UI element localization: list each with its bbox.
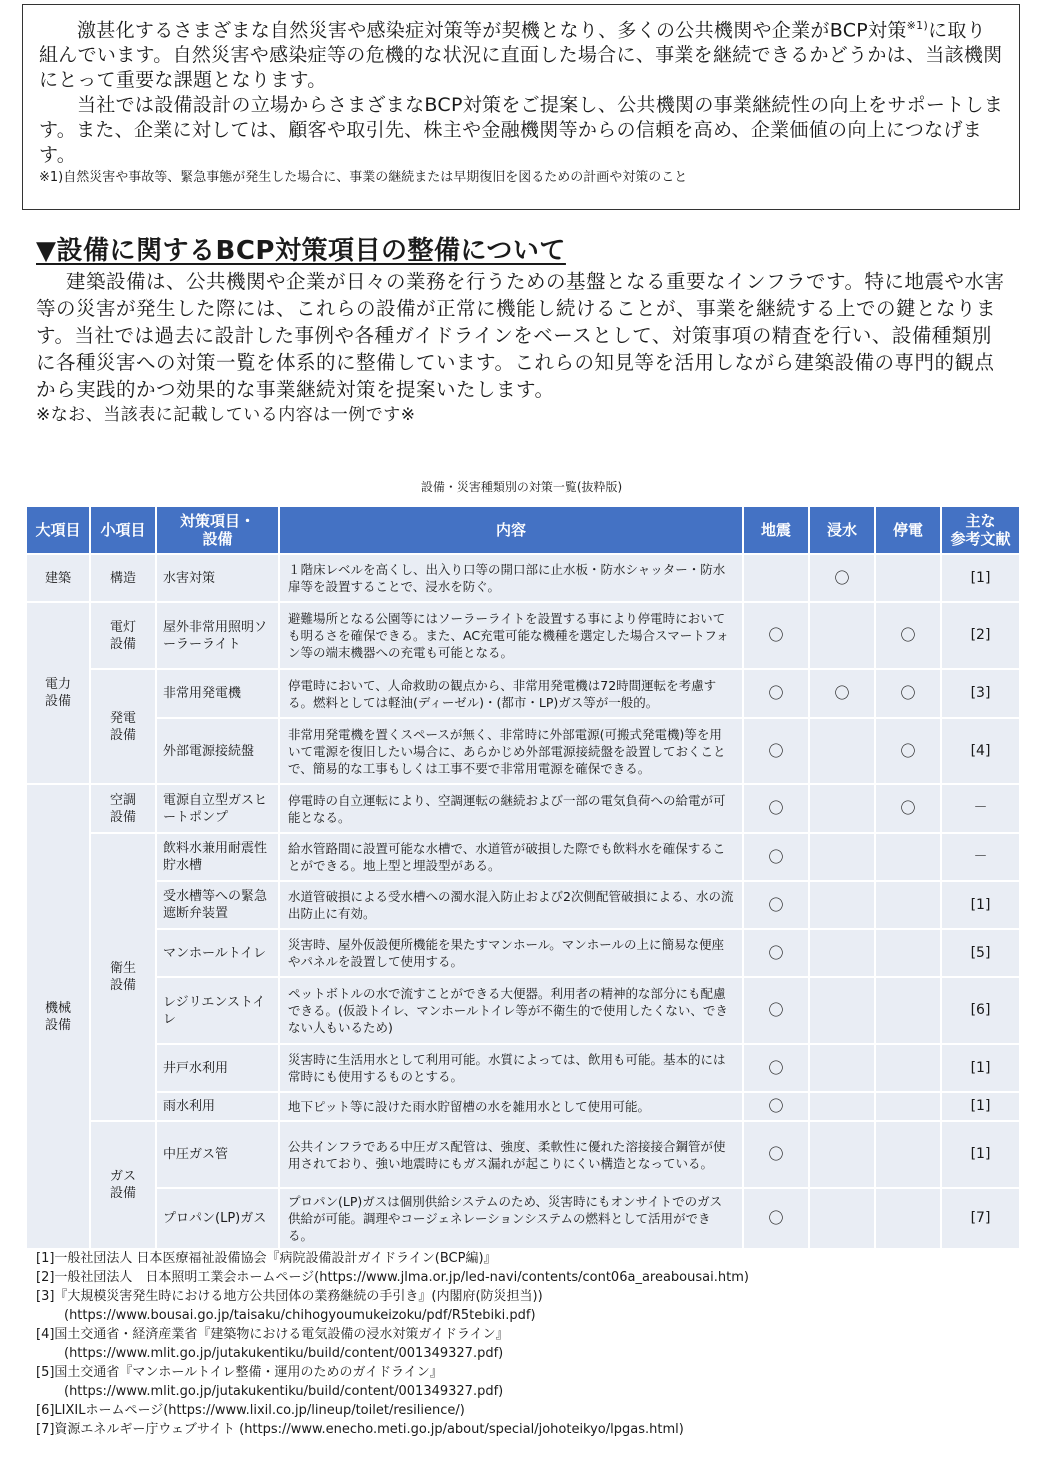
item-cell: マンホールトイレ (156, 929, 279, 977)
reference-5-url: (https://www.mlit.go.jp/jutakukentiku/build/content/001349327.pdf) (64, 1384, 504, 1399)
group-major: 機械 設備 (26, 784, 90, 1249)
header-ref: 主な 参考文献 (941, 506, 1020, 554)
header-outage: 停電 (875, 506, 941, 554)
quake-mark: 〇 (743, 602, 809, 669)
content-cell: 地下ピット等に設けた雨水貯留槽の水を雑用水として使用可能。 (279, 1092, 743, 1121)
bcp-table (25, 505, 1021, 1250)
intro-text-a: 激甚化するさまざまな自然災害や感染症対策等が契機となり、多くの公共機関や企業がBCP対策 (77, 19, 907, 42)
reference-3-url: (https://www.bousai.go.jp/taisaku/chihogyoumukeizoku/pdf/R5tebiki.pdf) (64, 1308, 536, 1323)
outage-mark (875, 1044, 941, 1092)
reference-4: [4]国土交通省・経済産業省『建築物における電気設備の浸水対策ガイドライン』 (36, 1327, 509, 1342)
table-row (26, 1044, 1020, 1092)
item-cell: 屋外非常用照明ソーラーライト (156, 602, 279, 669)
ref-cell: [7] (941, 1188, 1020, 1249)
item-cell: 非常用発電機 (156, 669, 279, 718)
content-cell: 非常用発電機を置くスペースが無く、非常時に外部電源(可搬式発電機)等を用いて電源を復旧したい場合に、あらかじめ外部電源接続盤を設置しておくことで、簡易的な工事もしくは工事不要で非常用電源を確保できる。 (279, 718, 743, 784)
intro-footnote: ※1)自然災害や事故等、緊急事態が発生した場合に、事業の継続または早期復旧を図るための計画や対策のこと (39, 170, 688, 186)
reference-7: [7]資源エネルギー庁ウェブサイト (https://www.enecho.meti.go.jp/about/special/johoteikyo/lpgas.html) (36, 1422, 684, 1437)
reference-6: [6]LIXILホームページ(https://www.lixil.co.jp/lineup/toilet/resilience/) (36, 1403, 465, 1418)
header-item: 対策項目・ 設備 (156, 506, 279, 554)
quake-mark: 〇 (743, 833, 809, 881)
table-row (26, 718, 1020, 784)
references (36, 1249, 1026, 1439)
content-cell: 給水管路間に設置可能な水槽で、水道管が破損した際でも飲料水を確保することができる。地上型と埋設型がある。 (279, 833, 743, 881)
item-cell: プロパン(LP)ガス (156, 1188, 279, 1249)
content-cell: 避難場所となる公園等にはソーラーライトを設置する事により停電時においても明るさを確保できる。また、AC充電可能な機種を選定した場合スマートフォン等の端末機器への充電も可能となる。 (279, 602, 743, 669)
flood-mark (809, 1092, 875, 1121)
table-row (26, 833, 1020, 881)
quake-mark: 〇 (743, 1188, 809, 1249)
table-row (26, 881, 1020, 929)
outage-mark (875, 1092, 941, 1121)
table-row (26, 1092, 1020, 1121)
section-body (36, 268, 1006, 427)
table-row (26, 977, 1020, 1044)
outage-mark: 〇 (875, 669, 941, 718)
flood-mark (809, 718, 875, 784)
item-cell: 井戸水利用 (156, 1044, 279, 1092)
intro-box (22, 4, 1020, 210)
header-quake: 地震 (743, 506, 809, 554)
item-cell: 受水槽等への緊急遮断弁装置 (156, 881, 279, 929)
outage-mark (875, 977, 941, 1044)
quake-mark: 〇 (743, 929, 809, 977)
section-notice: ※なお、当該表に記載している内容は一例です※ (36, 405, 416, 425)
flood-mark (809, 881, 875, 929)
ref-cell: － (941, 784, 1020, 833)
content-cell: 公共インフラである中圧ガス配管は、強度、柔軟性に優れた溶接接合鋼管が使用されており、強い地震時にもガス漏れが起こりにくい構造となっている。 (279, 1121, 743, 1188)
flood-mark (809, 833, 875, 881)
group-minor: 構造 (90, 554, 156, 602)
ref-cell: [3] (941, 669, 1020, 718)
ref-cell: [6] (941, 977, 1020, 1044)
content-cell: 停電時において、人命救助の観点から、非常用発電機は72時間運転を考慮する。燃料としては軽油(ディーゼル)・(都市・LP)ガス等が一般的。 (279, 669, 743, 718)
flood-mark (809, 929, 875, 977)
flood-mark (809, 784, 875, 833)
footnote-mark: ※1) (906, 19, 929, 32)
content-cell: 災害時に生活用水として利用可能。水質によっては、飲用も可能。基本的には常時にも使用するものとする。 (279, 1044, 743, 1092)
table-row (26, 929, 1020, 977)
table-row (26, 1121, 1020, 1188)
header-content: 内容 (279, 506, 743, 554)
ref-cell: [5] (941, 929, 1020, 977)
content-cell: 水道管破損による受水槽への濁水混入防止および2次側配管破損による、水の流出防止に有効。 (279, 881, 743, 929)
header-major: 大項目 (26, 506, 90, 554)
outage-mark (875, 833, 941, 881)
group-minor: 空調 設備 (90, 784, 156, 833)
item-cell: 外部電源接続盤 (156, 718, 279, 784)
outage-mark (875, 1121, 941, 1188)
content-cell: ペットボトルの水で流すことができる大便器。利用者の精神的な部分にも配慮できる。(仮設トイレ、マンホールトイレ等が不衛生的で使用したくない、できない人もいるため) (279, 977, 743, 1044)
group-major: 電力 設備 (26, 602, 90, 784)
reference-3: [3]『大規模災害発生時における地方公共団体の業務継続の手引き』(内閣府(防災担当)) (36, 1289, 543, 1304)
group-minor: 衛生 設備 (90, 833, 156, 1121)
item-cell: レジリエンストイレ (156, 977, 279, 1044)
item-cell: 飲料水兼用耐震性貯水槽 (156, 833, 279, 881)
table-row (26, 554, 1020, 602)
section-paragraph: 建築設備は、公共機関や企業が日々の業務を行うための基盤となる重要なインフラです。特に地震や水害等の災害が発生した際には、これらの設備が正常に機能し続けることが、事業を継続する上での鍵となります。当社では過去に設計した事例や各種ガイドラインをベースとして、対策事項の精査を行い、設備種類別に各種災害への対策一覧を体系的に整備しています。これらの知見等を活用しながら建築設備の専門的観点から実践的かつ効果的な事業継続対策を提案いたします。 (36, 270, 1005, 401)
outage-mark (875, 1188, 941, 1249)
ref-cell: [1] (941, 1092, 1020, 1121)
flood-mark: 〇 (809, 669, 875, 718)
flood-mark: 〇 (809, 554, 875, 602)
flood-mark (809, 1121, 875, 1188)
table-row (26, 602, 1020, 669)
item-cell: 中圧ガス管 (156, 1121, 279, 1188)
ref-cell: [1] (941, 881, 1020, 929)
reference-1: [1]一般社団法人 日本医療福祉設備協会『病院設備設計ガイドライン(BCP編)』 (36, 1251, 497, 1266)
group-minor: ガス 設備 (90, 1121, 156, 1249)
table-header-row (26, 506, 1020, 554)
outage-mark: 〇 (875, 602, 941, 669)
ref-cell: － (941, 833, 1020, 881)
group-minor: 発電 設備 (90, 669, 156, 784)
intro-text-b: に取り組んでいます。自然災害や感染症等の危機的な状況に直面した場合に、事業を継続できるかどうかは、当該機関にとって重要な課題となります。 (39, 19, 1003, 92)
item-cell: 水害対策 (156, 554, 279, 602)
quake-mark: 〇 (743, 977, 809, 1044)
content-cell: １階床レベルを高くし、出入り口等の開口部に止水板・防水シャッター・防水扉等を設置することで、浸水を防ぐ。 (279, 554, 743, 602)
group-major: 建築 (26, 554, 90, 602)
flood-mark (809, 1044, 875, 1092)
quake-mark (743, 554, 809, 602)
item-cell: 雨水利用 (156, 1092, 279, 1121)
outage-mark (875, 929, 941, 977)
flood-mark (809, 1188, 875, 1249)
quake-mark: 〇 (743, 1092, 809, 1121)
quake-mark: 〇 (743, 669, 809, 718)
content-cell: 災害時、屋外仮設便所機能を果たすマンホール。マンホールの上に簡易な便座やパネルを設置して使用する。 (279, 929, 743, 977)
table-row (26, 784, 1020, 833)
group-minor: 電灯 設備 (90, 602, 156, 669)
flood-mark (809, 602, 875, 669)
content-cell: 停電時の自立運転により、空調運転の継続および一部の電気負荷への給電が可能となる。 (279, 784, 743, 833)
outage-mark (875, 881, 941, 929)
reference-4-url: (https://www.mlit.go.jp/jutakukentiku/build/content/001349327.pdf) (64, 1346, 504, 1361)
reference-2: [2]一般社団法人 日本照明工業会ホームページ(https://www.jlma.or.jp/led-navi/contents/cont06a_areabousai.htm) (36, 1270, 749, 1285)
reference-5: [5]国土交通省『マンホールトイレ整備・運用のためのガイドライン』 (36, 1365, 443, 1380)
outage-mark: 〇 (875, 784, 941, 833)
section-title: ▼設備に関するBCP対策項目の整備について (36, 236, 566, 266)
ref-cell: [1] (941, 1121, 1020, 1188)
table-row (26, 1188, 1020, 1249)
quake-mark: 〇 (743, 718, 809, 784)
ref-cell: [1] (941, 1044, 1020, 1092)
ref-cell: [1] (941, 554, 1020, 602)
quake-mark: 〇 (743, 1044, 809, 1092)
outage-mark: 〇 (875, 718, 941, 784)
quake-mark: 〇 (743, 784, 809, 833)
table-row (26, 669, 1020, 718)
ref-cell: [4] (941, 718, 1020, 784)
header-flood: 浸水 (809, 506, 875, 554)
item-cell: 電源自立型ガスヒートポンプ (156, 784, 279, 833)
intro-paragraph-1 (39, 13, 1005, 93)
quake-mark: 〇 (743, 1121, 809, 1188)
header-minor: 小項目 (90, 506, 156, 554)
ref-cell: [2] (941, 602, 1020, 669)
table-caption: 設備・災害種類別の対策一覧(抜粋版) (420, 480, 623, 494)
quake-mark: 〇 (743, 881, 809, 929)
intro-paragraph-2: 当社では設備設計の立場からさまざまなBCP対策をご提案し、公共機関の事業継続性の向上をサポートします。また、企業に対しては、顧客や取引先、株主や金融機関等からの信頼を高め、企業価値の向上につなげます。 (39, 94, 1004, 167)
content-cell: プロパン(LP)ガスは個別供給システムのため、災害時にもオンサイトでのガス供給が可能。調理やコージェネレーションシステムの燃料として活用ができる。 (279, 1188, 743, 1249)
outage-mark (875, 554, 941, 602)
flood-mark (809, 977, 875, 1044)
